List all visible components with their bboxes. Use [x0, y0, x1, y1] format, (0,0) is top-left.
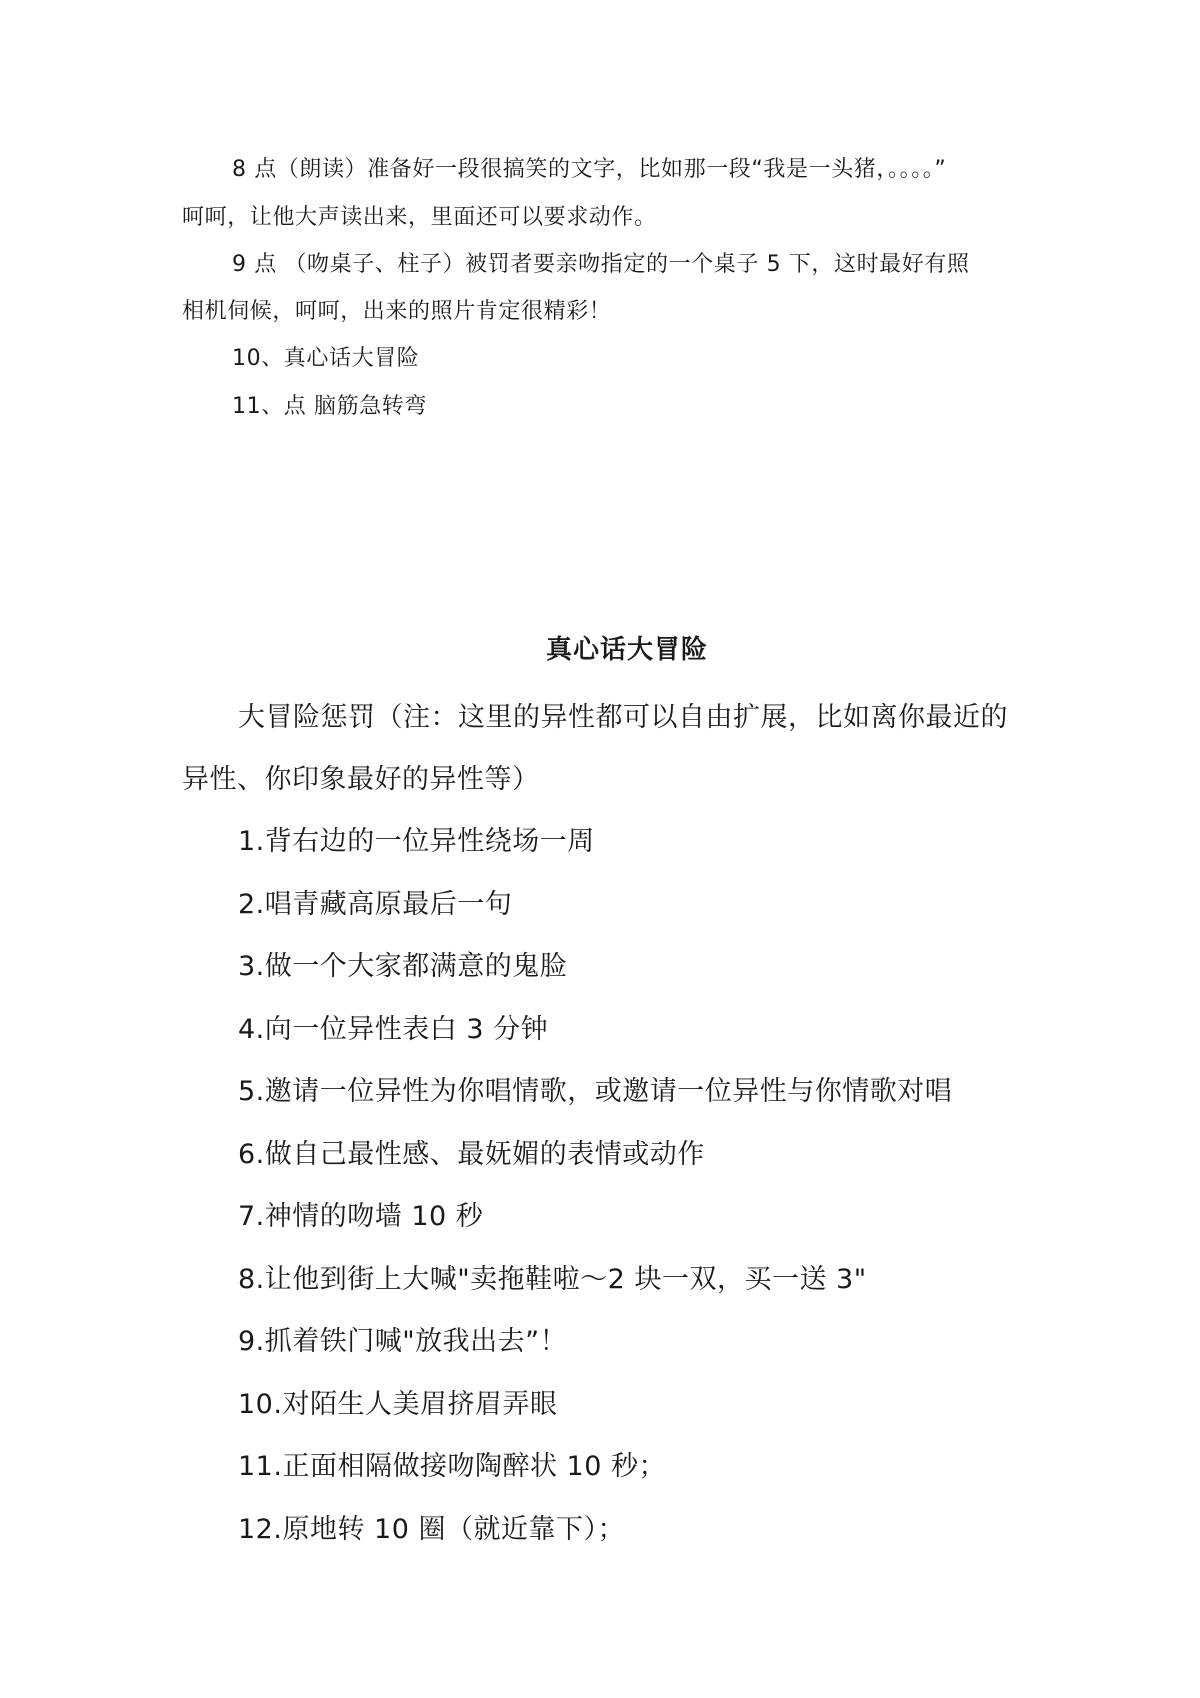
intro-line: 8 点（朗读）准备好一段很搞笑的文字，比如那一段“我是一头猪，。。。。”	[232, 157, 947, 182]
list-item: 5.邀请一位异性为你唱情歌，或邀请一位异性与你情歌对唱	[238, 1076, 953, 1107]
list-item: 1.背右边的一位异性绕场一周	[238, 826, 595, 857]
list-item: 9.抓着铁门喊"放我出去”！	[238, 1326, 568, 1357]
list-item: 12.原地转 10 圈（就近靠下）；	[238, 1514, 625, 1545]
section-description-line: 异性、你印象最好的异性等）	[182, 764, 540, 795]
intro-line: 11、点 脑筋急转弯	[232, 394, 427, 419]
section-description-line: 大冒险惩罚（注：这里的异性都可以自由扩展，比如离你最近的	[238, 702, 1008, 733]
list-item: 7.神情的吻墙 10 秒	[238, 1201, 484, 1232]
list-item: 3.做一个大家都满意的鬼脸	[238, 951, 568, 982]
intro-line: 10、真心话大冒险	[232, 346, 420, 371]
list-item: 10.对陌生人美眉挤眉弄眼	[238, 1389, 558, 1420]
list-item: 11.正面相隔做接吻陶醉状 10 秒；	[238, 1451, 666, 1482]
list-item: 2.唱青藏高原最后一句	[238, 889, 513, 920]
list-item: 6.做自己最性感、最妩媚的表情或动作	[238, 1139, 705, 1170]
intro-line: 9 点 （吻桌子、柱子）被罚者要亲吻指定的一个桌子 5 下，这时最好有照	[232, 252, 970, 277]
intro-line: 呵呵，让他大声读出来，里面还可以要求动作。	[182, 205, 657, 230]
intro-line: 相机伺候，呵呵，出来的照片肯定很精彩！	[182, 299, 612, 324]
section-title: 真心话大冒险	[546, 635, 709, 665]
list-item: 4.向一位异性表白 3 分钟	[238, 1014, 549, 1045]
list-item: 8.让他到街上大喊"卖拖鞋啦～2 块一双，买一送 3"	[238, 1264, 867, 1295]
